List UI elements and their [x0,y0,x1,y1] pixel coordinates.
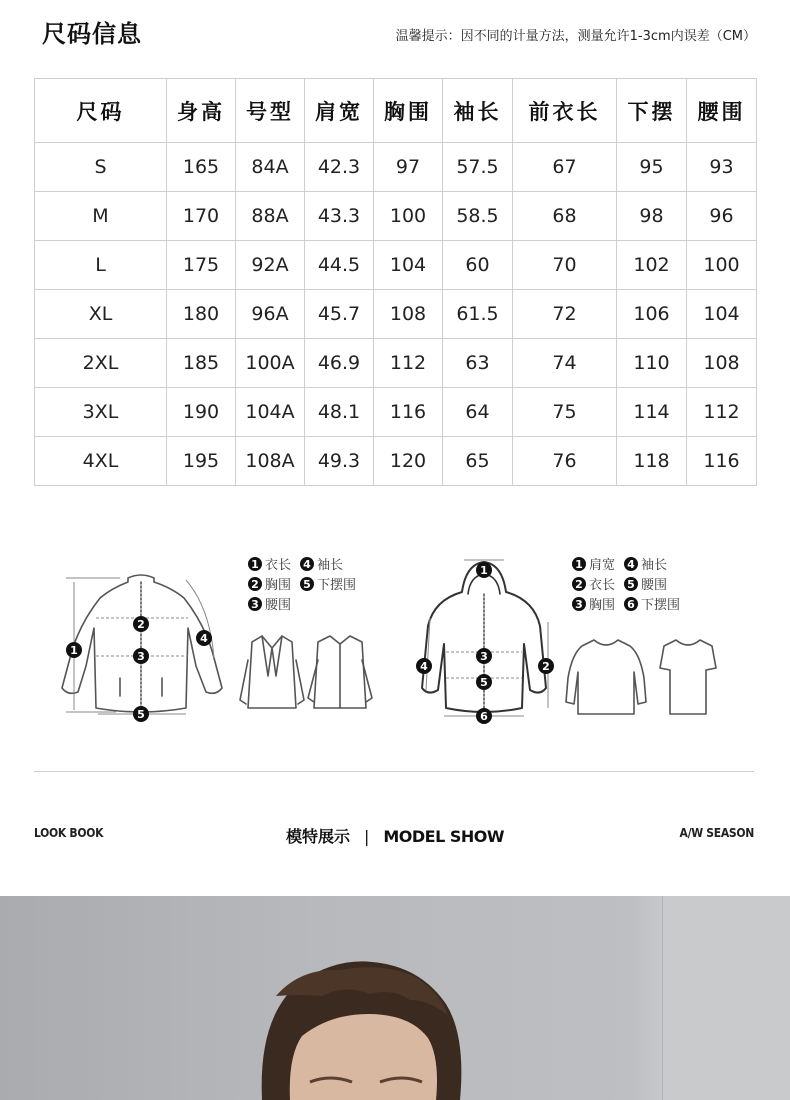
measurement-cell: 63 [443,339,513,388]
measurement-cell: 45.7 [305,290,374,339]
legend-label: 袖长 [641,558,668,573]
measurement-cell: 108 [374,290,443,339]
measurement-cell: 44.5 [305,241,374,290]
legend-number: 4 [303,558,311,571]
legend-label: 衣长 [589,578,616,593]
legend-number: 6 [627,598,635,611]
measurement-cell: 106 [617,290,687,339]
legend-item [572,557,615,573]
measurement-marker [538,658,554,674]
model-head-image [0,896,790,1100]
divider [34,771,754,772]
size-cell: 3XL [35,388,167,437]
column-header: 前衣长 [513,79,617,143]
measurement-cell: 42.3 [305,143,374,192]
measurement-cell: 98 [617,192,687,241]
size-cell: 2XL [35,339,167,388]
size-cell: L [35,241,167,290]
legend-number: 3 [251,598,259,611]
legend-label: 胸围 [589,598,616,613]
measurement-cell: 175 [167,241,236,290]
measurement-cell: 112 [374,339,443,388]
measurement-cell: 65 [443,437,513,486]
legend-item [248,597,291,613]
legend-label: 衣长 [265,558,292,573]
measurement-cell: 108A [236,437,305,486]
legend-label: 袖长 [317,558,344,573]
model-photo [0,896,790,1100]
measurement-cell: 49.3 [305,437,374,486]
measurement-cell: 97 [374,143,443,192]
measurement-cell: 180 [167,290,236,339]
measurement-cell: 75 [513,388,617,437]
table-row [35,339,757,388]
column-header: 肩宽 [305,79,374,143]
measurement-cell: 96A [236,290,305,339]
measurement-cell: 84A [236,143,305,192]
measurement-cell: 61.5 [443,290,513,339]
measurement-cell: 108 [687,339,757,388]
measurement-cell: 58.5 [443,192,513,241]
legend-item [248,577,291,593]
jacket-outline [62,575,222,712]
measurement-cell: 104A [236,388,305,437]
legend-label: 腰围 [265,598,292,613]
table-row [35,290,757,339]
measurement-cell: 100 [374,192,443,241]
legend-item [572,577,615,593]
legend-label: 下摆围 [641,598,681,613]
legend-number: 1 [575,558,583,571]
measurement-marker [476,708,492,724]
measurement-cell: 57.5 [443,143,513,192]
marker-number: 1 [480,564,488,577]
legend-item [572,597,615,613]
marker-number: 4 [420,660,428,673]
measurement-cell: 70 [513,241,617,290]
measurement-cell: 64 [443,388,513,437]
measurement-cell: 104 [687,290,757,339]
measurement-cell: 110 [617,339,687,388]
measurement-cell: 195 [167,437,236,486]
measurement-marker [416,658,432,674]
size-cell: S [35,143,167,192]
marker-number: 1 [70,644,78,657]
measurement-cell: 46.9 [305,339,374,388]
measurement-cell: 190 [167,388,236,437]
marker-number: 4 [200,632,208,645]
legend-number: 2 [251,578,259,591]
measurement-marker [476,674,492,690]
measurement-cell: 76 [513,437,617,486]
measurement-marker [476,648,492,664]
measurement-cell: 116 [687,437,757,486]
measurement-cell: 165 [167,143,236,192]
measurement-cell: 100 [687,241,757,290]
measurement-cell: 170 [167,192,236,241]
legend-number: 3 [575,598,583,611]
measurement-cell: 100A [236,339,305,388]
legend-number: 1 [251,558,259,571]
legend-label: 肩宽 [589,558,616,573]
measurement-marker [133,648,149,664]
measurement-cell: 92A [236,241,305,290]
look-book-label: LOOK BOOK [34,826,104,840]
measurement-marker [196,630,212,646]
measurement-cell: 60 [443,241,513,290]
page-title: 尺码信息 [42,20,142,48]
table-row [35,437,757,486]
measurement-cell: 93 [687,143,757,192]
legend-number: 5 [303,578,311,591]
size-cell: 4XL [35,437,167,486]
table-row [35,192,757,241]
measurement-cell: 48.1 [305,388,374,437]
marker-number: 5 [480,676,488,689]
column-header: 袖长 [443,79,513,143]
measurement-cell: 72 [513,290,617,339]
legend-number: 2 [575,578,583,591]
measurement-tip: 温馨提示：因不同的计量方法，测量允许1-3cm内误差（CM） [395,29,756,44]
legend-item [624,597,680,613]
measurement-cell: 67 [513,143,617,192]
size-cell: XL [35,290,167,339]
size-table [34,78,757,486]
model-show-cn: 模特展示 [285,827,350,846]
model-show-en: MODEL SHOW [383,827,505,846]
measurement-marker [133,706,149,722]
heading-separator: | [363,827,370,846]
measurement-cell: 116 [374,388,443,437]
measurement-cell: 68 [513,192,617,241]
table-row [35,241,757,290]
legend-item [624,557,667,573]
legend-label: 腰围 [641,578,668,593]
column-header: 号型 [236,79,305,143]
legend-label: 胸围 [265,578,292,593]
table-row [35,143,757,192]
measurement-cell: 114 [617,388,687,437]
table-header-row [35,79,757,143]
measurement-cell: 104 [374,241,443,290]
legend-number: 5 [627,578,635,591]
measurement-marker [66,642,82,658]
measurement-cell: 102 [617,241,687,290]
measurement-diagram [0,548,790,728]
legend-item [624,577,667,593]
marker-number: 3 [137,650,145,663]
measurement-cell: 43.3 [305,192,374,241]
measurement-cell: 96 [687,192,757,241]
legend-item [300,557,343,573]
marker-number: 2 [542,660,550,673]
measurement-cell: 95 [617,143,687,192]
season-label: A/W SEASON [679,826,754,840]
size-cell: M [35,192,167,241]
measurement-cell: 112 [687,388,757,437]
measurement-marker [476,562,492,578]
column-header: 下摆 [617,79,687,143]
legend-number: 4 [627,558,635,571]
legend-item [300,577,356,593]
column-header: 胸围 [374,79,443,143]
measurement-cell: 185 [167,339,236,388]
marker-number: 5 [137,708,145,721]
table-row [35,388,757,437]
legend-item [248,557,291,573]
marker-number: 2 [137,618,145,631]
column-header: 腰围 [687,79,757,143]
measurement-marker [133,616,149,632]
measurement-cell: 88A [236,192,305,241]
column-header: 身高 [167,79,236,143]
marker-number: 6 [480,710,488,723]
legend-label: 下摆围 [317,578,357,593]
model-show-heading [0,824,790,847]
measurement-cell: 120 [374,437,443,486]
marker-number: 3 [480,650,488,663]
measurement-cell: 74 [513,339,617,388]
measurement-cell: 118 [617,437,687,486]
column-header: 尺码 [35,79,167,143]
